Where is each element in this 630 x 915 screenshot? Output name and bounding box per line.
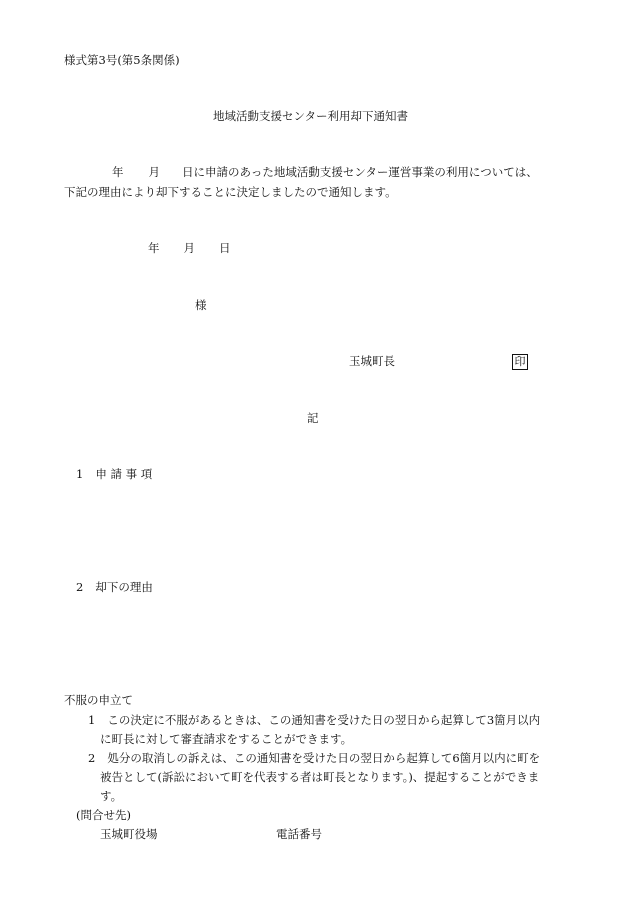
item-label: 申 請 事 項 [95, 467, 153, 481]
date-month: 月 [183, 241, 195, 255]
appeal-point-1 [88, 712, 540, 728]
body-rest: 日に申請のあった地域活動支援センター運営事業の利用については、 [182, 165, 538, 179]
appeal-heading: 不服の申立て [64, 693, 133, 707]
point-number: 1 [88, 713, 96, 727]
item-application [76, 466, 152, 482]
appeal-point-2 [88, 750, 540, 766]
body-line-1 [112, 164, 538, 180]
issuer-name: 玉城町長 [349, 354, 395, 368]
contact-phone-label: 電話番号 [276, 827, 322, 841]
contact-office: 玉城町役場 [100, 827, 158, 841]
body-year: 年 [112, 165, 124, 179]
ki-heading: 記 [307, 411, 319, 425]
appeal-point-1-cont: に町長に対して審査請求をすることができます。 [100, 732, 353, 746]
item-label: 却下の理由 [95, 580, 153, 594]
point-text: 処分の取消しの訴えは、この通知書を受けた日の翌日から起算して6箇月以内に町を [107, 751, 541, 765]
date-year: 年 [148, 241, 160, 255]
item-reason [76, 579, 153, 595]
appeal-point-2-cont2: す。 [100, 789, 123, 803]
body-month: 月 [148, 165, 160, 179]
item-number: 1 [76, 467, 84, 481]
addressee-suffix: 様 [195, 298, 207, 312]
seal-icon: 印 [512, 354, 528, 370]
document-title: 地域活動支援センター利用却下通知書 [213, 109, 409, 123]
point-text: この決定に不服があるときは、この通知書を受けた日の翌日から起算して3箇月以内 [107, 713, 541, 727]
point-number: 2 [88, 751, 96, 765]
form-number: 様式第3号(第5条関係) [64, 53, 180, 67]
body-line-2: 下記の理由により却下することに決定しましたので通知します。 [64, 185, 397, 199]
item-number: 2 [76, 580, 84, 594]
seal-mark [512, 353, 528, 370]
contact-heading: (問合せ先) [76, 808, 131, 822]
appeal-point-2-cont: 被告として(訴訟において町を代表する者は町長となります。)、提起することができま [100, 770, 540, 784]
date-day: 日 [219, 241, 231, 255]
notice-date [148, 240, 231, 256]
